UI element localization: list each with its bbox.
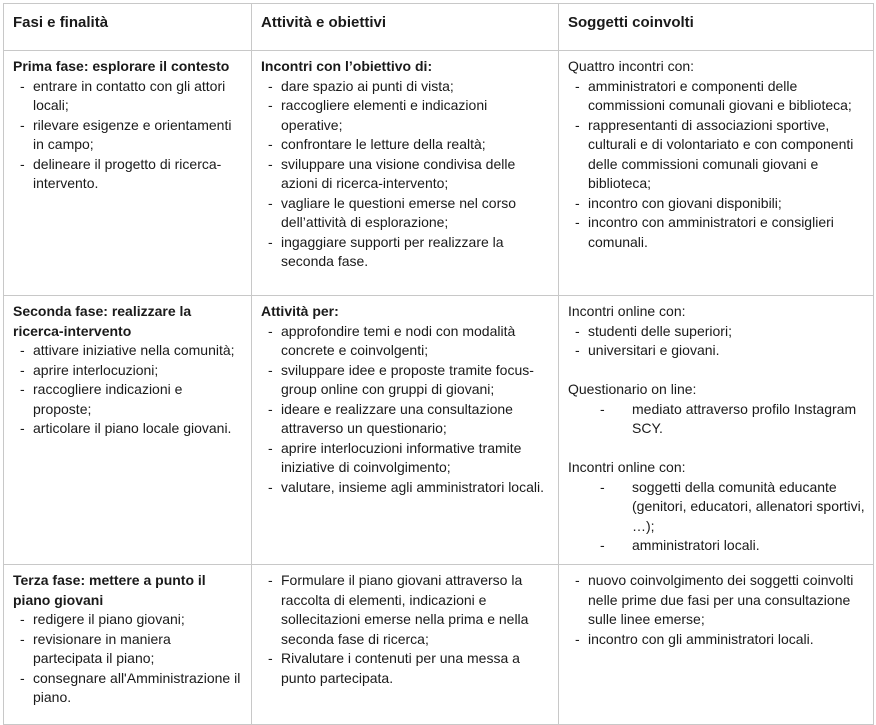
list-item: - sviluppare idee e proposte tramite focus-group online con gruppi di giovani; bbox=[261, 361, 550, 400]
list-item: - rappresentanti di associazioni sportive, culturali e di volontariato e con componenti delle commissioni comunali giovani e biblioteca; bbox=[568, 116, 865, 194]
header-fasi: Fasi e finalità bbox=[4, 4, 252, 51]
soggetti-list bbox=[568, 571, 865, 649]
list-item: - raccogliere elementi e indicazioni operative; bbox=[261, 96, 550, 135]
attivita-cell bbox=[252, 565, 559, 725]
list-item: - articolare il piano locale giovani. bbox=[13, 419, 243, 439]
fase-title: Prima fase: esplorare il contesto bbox=[13, 58, 230, 74]
attivita-cell bbox=[252, 51, 559, 296]
list-item: - aprire interlocuzioni; bbox=[13, 361, 243, 381]
list-item: - incontro con amministratori e consiglieri comunali. bbox=[568, 213, 865, 252]
fase-title: Seconda fase: realizzare la ricerca-intervento bbox=[13, 303, 192, 339]
attivita-cell bbox=[252, 296, 559, 565]
list-item: - vagliare le questioni emerse nel corso dell’attività di esplorazione; bbox=[261, 194, 550, 233]
list-item: - consegnare all'Amministrazione il piano. bbox=[13, 669, 243, 708]
list-item: - soggetti della comunità educante (genitori, educatori, allenatori sportivi, …); bbox=[568, 478, 865, 537]
soggetti-cell bbox=[559, 565, 874, 725]
fase-title: Terza fase: mettere a punto il piano giovani bbox=[13, 572, 206, 608]
list-item: - approfondire temi e nodi con modalità concrete e coinvolgenti; bbox=[261, 322, 550, 361]
list-item: - aprire interlocuzioni informative tramite iniziative di coinvolgimento; bbox=[261, 439, 550, 478]
list-item: - attivare iniziative nella comunità; bbox=[13, 341, 243, 361]
soggetti-cell bbox=[559, 296, 874, 565]
list-item: - ingaggiare supporti per realizzare la seconda fase. bbox=[261, 233, 550, 272]
spacer bbox=[568, 439, 865, 459]
list-item: - amministratori e componenti delle commissioni comunali giovani e biblioteca; bbox=[568, 77, 865, 116]
attivita-title: Incontri con l’obiettivo di: bbox=[261, 58, 433, 74]
list-item: - studenti delle superiori; bbox=[568, 322, 865, 342]
fase-cell bbox=[4, 296, 252, 565]
list-item: - Formulare il piano giovani attraverso la raccolta di elementi, indicazioni e sollecitazioni emerse nella prima e nella seconda fase di ricerca; bbox=[261, 571, 550, 649]
header-soggetti: Soggetti coinvolti bbox=[559, 4, 874, 51]
soggetti-intro: Incontri online con: bbox=[568, 459, 686, 475]
fase-list bbox=[13, 341, 243, 439]
list-item: - dare spazio ai punti di vista; bbox=[261, 77, 550, 97]
soggetti-list bbox=[568, 478, 865, 556]
list-item: - valutare, insieme agli amministratori locali. bbox=[261, 478, 550, 498]
list-item: - nuovo coinvolgimento dei soggetti coinvolti nelle prime due fasi per una consultazione sulle linee emerse; bbox=[568, 571, 865, 630]
fase-cell bbox=[4, 51, 252, 296]
soggetti-list bbox=[568, 77, 865, 253]
list-item: - ideare e realizzare una consultazione attraverso un questionario; bbox=[261, 400, 550, 439]
header-attivita: Attività e obiettivi bbox=[252, 4, 559, 51]
list-item: - raccogliere indicazioni e proposte; bbox=[13, 380, 243, 419]
soggetti-cell bbox=[559, 51, 874, 296]
soggetti-list bbox=[568, 400, 865, 439]
list-item: - amministratori locali. bbox=[568, 536, 865, 556]
fase-cell bbox=[4, 565, 252, 725]
list-item: - incontro con giovani disponibili; bbox=[568, 194, 865, 214]
list-item: - redigere il piano giovani; bbox=[13, 610, 243, 630]
soggetti-intro: Quattro incontri con: bbox=[568, 58, 695, 74]
list-item: - incontro con gli amministratori locali. bbox=[568, 630, 865, 650]
header-row bbox=[4, 4, 874, 51]
spacer bbox=[568, 361, 865, 381]
list-item: - mediato attraverso profilo Instagram SCY. bbox=[568, 400, 865, 439]
table-row bbox=[4, 296, 874, 565]
fase-list bbox=[13, 610, 243, 708]
list-item: - delineare il progetto di ricerca-intervento. bbox=[13, 155, 243, 194]
list-item: - revisionare in maniera partecipata il piano; bbox=[13, 630, 243, 669]
attivita-title: Attività per: bbox=[261, 303, 339, 319]
list-item: - sviluppare una visione condivisa delle azioni di ricerca-intervento; bbox=[261, 155, 550, 194]
soggetti-intro: Incontri online con: bbox=[568, 303, 686, 319]
soggetti-list bbox=[568, 322, 865, 361]
attivita-list bbox=[261, 322, 550, 498]
table-row bbox=[4, 565, 874, 725]
list-item: - universitari e giovani. bbox=[568, 341, 865, 361]
list-item: - entrare in contatto con gli attori locali; bbox=[13, 77, 243, 116]
list-item: - Rivalutare i contenuti per una messa a punto partecipata. bbox=[261, 649, 550, 688]
attivita-list bbox=[261, 571, 550, 688]
table-row bbox=[4, 51, 874, 296]
attivita-list bbox=[261, 77, 550, 272]
soggetti-intro: Questionario on line: bbox=[568, 381, 697, 397]
list-item: - confrontare le letture della realtà; bbox=[261, 135, 550, 155]
list-item: - rilevare esigenze e orientamenti in campo; bbox=[13, 116, 243, 155]
phases-table bbox=[3, 3, 874, 725]
fase-list bbox=[13, 77, 243, 194]
